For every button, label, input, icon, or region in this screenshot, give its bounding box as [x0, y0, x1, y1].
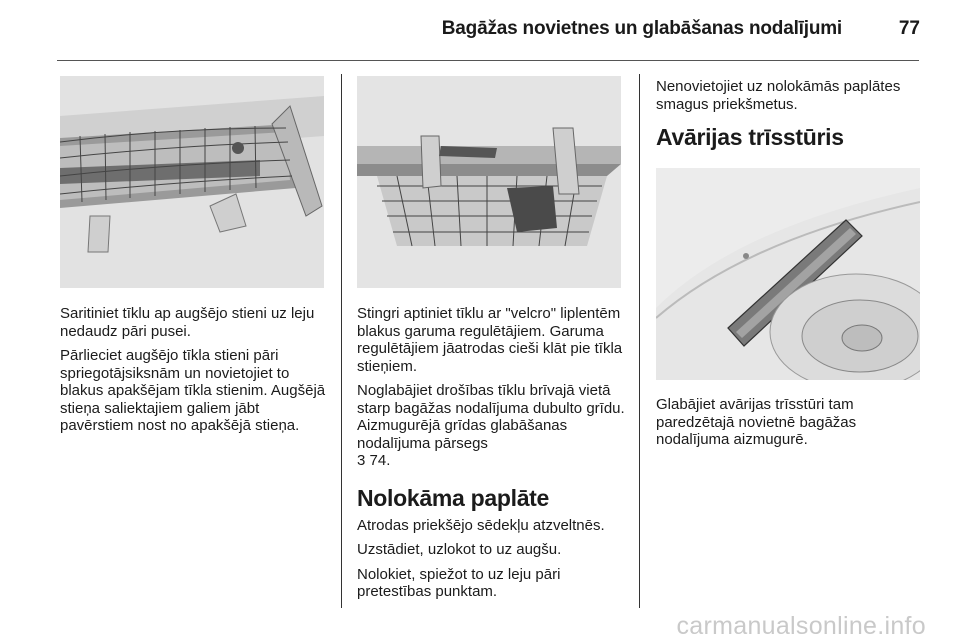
net-rolled-illustration	[60, 76, 324, 288]
column-divider-2	[639, 74, 640, 608]
foldable-tray-heading: Nolokāma paplāte	[357, 484, 550, 511]
column-1-text	[60, 305, 330, 442]
warning-triangle-heading: Avārijas trīsstūris	[656, 124, 844, 150]
warning-triangle-illustration	[656, 168, 920, 380]
col2-paragraph-2: Noglabājiet drošības tīklu brīvajā vietā starp bagāžas nodalījuma dubulto grīdu. Aizmugurējā grīdas glabāšanas nodalījuma pārsegs	[357, 382, 625, 452]
header-rule	[57, 60, 919, 61]
col1-paragraph-2: Pārlieciet augšējo tīkla stieni pāri spriegotājsiksnām un novietojiet to blakus apakšējam tīkla stienim. Augšējā stieņa saliektajiem galiem jābt pavērstiem nost no apakšējā stieņa.	[60, 347, 326, 434]
col3-paragraph-1: Nenovietojiet uz nolokāmās paplātes smagus priekšmetus.	[656, 78, 901, 113]
column-3-text	[656, 78, 926, 156]
col2-paragraph-5: Nolokiet, spiežot to uz leju pāri pretestības punktam.	[357, 565, 561, 600]
col3-paragraph-2: Glabājiet avārijas trīsstūri tam paredzētajā novietnē bagāžas nodalījuma aizmugurē.	[656, 396, 857, 448]
page-number: 77	[898, 18, 920, 39]
column-2-text	[357, 305, 629, 608]
col2-paragraph-3: Atrodas priekšējo sēdekļu atzveltnēs.	[357, 516, 605, 534]
column-divider-1	[341, 74, 342, 608]
col2-page-reference: 3 74.	[357, 452, 391, 469]
column-3-text-lower	[656, 396, 926, 456]
col2-paragraph-4: Uzstādiet, uzlokot to uz augšu.	[357, 541, 562, 558]
col1-paragraph-1: Saritiniet tīklu ap augšējo stieni uz leju nedaudz pāri pusei.	[60, 305, 315, 340]
col2-paragraph-1: Stingri aptiniet tīklu ar "velcro" liplentēm blakus garuma regulētājiem. Garuma regulētājiem jāatrodas cieši klāt pie tīkla stieņiem.	[357, 305, 623, 375]
watermark-text: carmanualsonline.info	[676, 612, 926, 640]
net-stored-illustration	[357, 76, 621, 288]
page-header-title: Bagāžas novietnes un glabāšanas nodalījumi	[441, 18, 842, 39]
